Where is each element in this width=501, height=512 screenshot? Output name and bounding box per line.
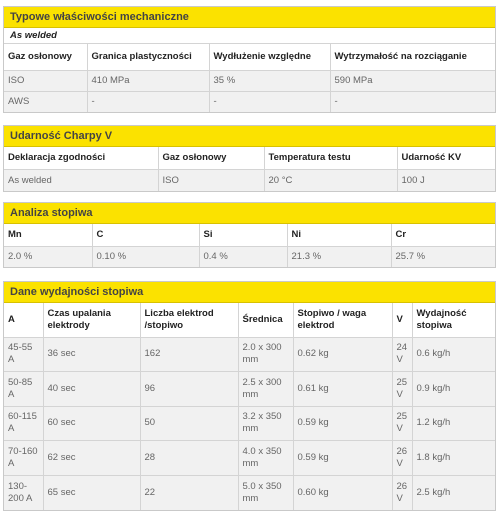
table-cell: 3.2 x 350 mm bbox=[238, 406, 293, 441]
table-cell: 25 V bbox=[392, 372, 412, 407]
mechanical-properties-subtitle: As welded bbox=[4, 28, 495, 44]
table-cell: 1.2 kg/h bbox=[412, 406, 495, 441]
column-header: Liczba elektrod /stopiwo bbox=[140, 303, 238, 337]
table-cell: As welded bbox=[4, 169, 158, 191]
table-cell: - bbox=[87, 91, 209, 112]
column-header: Temperatura testu bbox=[264, 147, 397, 169]
column-header: Udarność KV bbox=[397, 147, 495, 169]
table-cell: 0.61 kg bbox=[293, 372, 392, 407]
table-row bbox=[4, 169, 495, 191]
alloy-analysis-title: Analiza stopiwa bbox=[4, 203, 495, 224]
column-header: Wydajność stopiwa bbox=[412, 303, 495, 337]
table-header-row bbox=[4, 224, 495, 246]
table-cell: 50 bbox=[140, 406, 238, 441]
table-cell: 25.7 % bbox=[391, 246, 495, 267]
table-cell: 60-115 A bbox=[4, 406, 43, 441]
table-cell: AWS bbox=[4, 91, 87, 112]
column-header: C bbox=[92, 224, 199, 246]
charpy-section bbox=[3, 125, 496, 192]
mechanical-properties-title: Typowe właściwości mechaniczne bbox=[4, 7, 495, 28]
table-cell: 410 MPa bbox=[87, 70, 209, 91]
column-header: Deklaracja zgodności bbox=[4, 147, 158, 169]
column-header: Stopiwo / waga elektrod bbox=[293, 303, 392, 337]
column-header: Wydłużenie względne bbox=[209, 44, 330, 70]
deposit-data-table bbox=[4, 303, 495, 510]
charpy-title: Udarność Charpy V bbox=[4, 126, 495, 147]
table-cell: 2.5 kg/h bbox=[412, 475, 495, 510]
alloy-analysis-table bbox=[4, 224, 495, 267]
table-row bbox=[4, 70, 495, 91]
deposit-data-section bbox=[3, 281, 496, 511]
table-cell: 0.10 % bbox=[92, 246, 199, 267]
table-cell: 35 % bbox=[209, 70, 330, 91]
table-cell: - bbox=[330, 91, 495, 112]
table-cell: 25 V bbox=[392, 406, 412, 441]
table-cell: 24 V bbox=[392, 337, 412, 372]
table-cell: 5.0 x 350 mm bbox=[238, 475, 293, 510]
table-row bbox=[4, 337, 495, 372]
column-header: Średnica bbox=[238, 303, 293, 337]
column-header: Granica plastyczności bbox=[87, 44, 209, 70]
table-row bbox=[4, 372, 495, 407]
table-cell: 2.5 x 300 mm bbox=[238, 372, 293, 407]
mechanical-properties-table bbox=[4, 44, 495, 112]
table-row bbox=[4, 475, 495, 510]
table-cell: 130-200 A bbox=[4, 475, 43, 510]
table-cell: 100 J bbox=[397, 169, 495, 191]
table-cell: 0.60 kg bbox=[293, 475, 392, 510]
table-header-row bbox=[4, 147, 495, 169]
table-row bbox=[4, 246, 495, 267]
table-header-row bbox=[4, 303, 495, 337]
table-cell: 20 °C bbox=[264, 169, 397, 191]
table-cell: 0.4 % bbox=[199, 246, 287, 267]
column-header: Gaz osłonowy bbox=[4, 44, 87, 70]
table-cell: 22 bbox=[140, 475, 238, 510]
column-header: A bbox=[4, 303, 43, 337]
table-cell: ISO bbox=[4, 70, 87, 91]
table-cell: 1.8 kg/h bbox=[412, 441, 495, 476]
table-cell: 21.3 % bbox=[287, 246, 391, 267]
table-cell: 2.0 % bbox=[4, 246, 92, 267]
column-header: Czas upalania elektrody bbox=[43, 303, 140, 337]
table-cell: 0.6 kg/h bbox=[412, 337, 495, 372]
table-cell: ISO bbox=[158, 169, 264, 191]
table-cell: 590 MPa bbox=[330, 70, 495, 91]
column-header: Wytrzymałość na rozciąganie bbox=[330, 44, 495, 70]
table-row bbox=[4, 91, 495, 112]
table-cell: 36 sec bbox=[43, 337, 140, 372]
column-header: Mn bbox=[4, 224, 92, 246]
column-header: Cr bbox=[391, 224, 495, 246]
deposit-data-title: Dane wydajności stopiwa bbox=[4, 282, 495, 303]
table-cell: 28 bbox=[140, 441, 238, 476]
charpy-table bbox=[4, 147, 495, 191]
table-cell: 60 sec bbox=[43, 406, 140, 441]
table-header-row bbox=[4, 44, 495, 70]
table-cell: 2.0 x 300 mm bbox=[238, 337, 293, 372]
table-cell: 0.59 kg bbox=[293, 406, 392, 441]
table-cell: 70-160 A bbox=[4, 441, 43, 476]
table-cell: 26 V bbox=[392, 441, 412, 476]
table-cell: 62 sec bbox=[43, 441, 140, 476]
table-cell: 65 sec bbox=[43, 475, 140, 510]
table-cell: 40 sec bbox=[43, 372, 140, 407]
table-cell: 0.62 kg bbox=[293, 337, 392, 372]
column-header: V bbox=[392, 303, 412, 337]
table-cell: 26 V bbox=[392, 475, 412, 510]
table-cell: 162 bbox=[140, 337, 238, 372]
table-cell: 4.0 x 350 mm bbox=[238, 441, 293, 476]
table-row bbox=[4, 406, 495, 441]
mechanical-properties-section bbox=[3, 6, 496, 113]
table-cell: 0.9 kg/h bbox=[412, 372, 495, 407]
table-row bbox=[4, 441, 495, 476]
table-cell: 96 bbox=[140, 372, 238, 407]
table-cell: - bbox=[209, 91, 330, 112]
table-cell: 45-55 A bbox=[4, 337, 43, 372]
column-header: Gaz osłonowy bbox=[158, 147, 264, 169]
table-cell: 50-85 A bbox=[4, 372, 43, 407]
column-header: Ni bbox=[287, 224, 391, 246]
column-header: Si bbox=[199, 224, 287, 246]
alloy-analysis-section bbox=[3, 202, 496, 268]
table-cell: 0.59 kg bbox=[293, 441, 392, 476]
